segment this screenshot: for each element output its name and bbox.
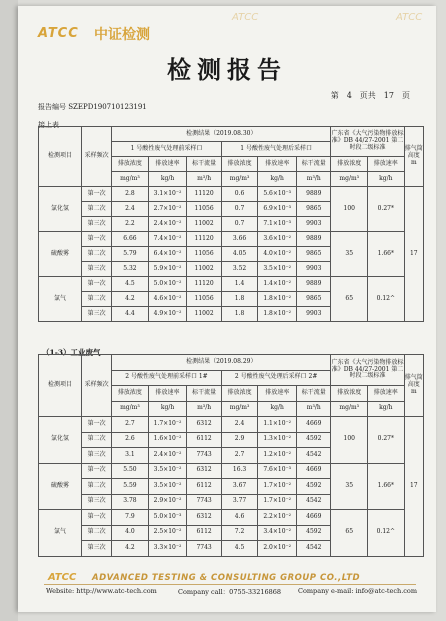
result-value: 4669 xyxy=(297,463,331,479)
header-outlet: 1 号酸性废气处理后采样口 xyxy=(221,142,331,157)
result-value: 9889 xyxy=(297,187,331,202)
header-unit: kg/h xyxy=(258,172,297,187)
test-results-table-2 xyxy=(38,354,424,557)
header-unit: m³/h xyxy=(187,172,221,187)
result-value: 11002 xyxy=(187,262,221,277)
header-stack-height: 排气筒高度 m xyxy=(404,127,423,187)
result-value: 6112 xyxy=(187,432,221,448)
report-number: 报告编号 SZEPD190710123191 xyxy=(38,103,147,111)
result-value: 3.3×10⁻² xyxy=(148,541,187,557)
result-value: 16.3 xyxy=(221,463,258,479)
stack-height-value: 17 xyxy=(404,187,423,322)
sampling-frequency: 第一次 xyxy=(82,187,112,202)
result-value: 5.0×10⁻² xyxy=(148,277,187,292)
result-value: 9865 xyxy=(297,292,331,307)
result-value: 2.4 xyxy=(112,202,149,217)
pollutant-name: 氯化氢 xyxy=(39,187,82,232)
test-results-table-1 xyxy=(38,126,424,322)
company-logo: ATCC xyxy=(38,26,79,41)
header-unit: kg/h xyxy=(368,172,405,187)
result-value: 4.05 xyxy=(221,247,258,262)
result-value: 1.2×10⁻² xyxy=(258,448,297,464)
result-value: 1.4 xyxy=(221,277,258,292)
result-value: 1.7×10⁻² xyxy=(258,494,297,510)
result-value: 4.5 xyxy=(221,541,258,557)
result-value: 4.9×10⁻² xyxy=(148,307,187,322)
result-value: 4542 xyxy=(297,541,331,557)
result-value: 4.0 xyxy=(112,525,149,541)
result-value: 4.2 xyxy=(112,292,149,307)
sampling-frequency: 第一次 xyxy=(82,417,112,433)
header-metric: 排放速率 xyxy=(258,157,297,172)
result-value: 5.9×10⁻² xyxy=(148,262,187,277)
result-value: 3.78 xyxy=(112,494,149,510)
result-value: 5.0×10⁻³ xyxy=(148,510,187,526)
result-value: 6312 xyxy=(187,463,221,479)
standard-concentration: 35 xyxy=(331,463,368,510)
pollutant-name: 氯气 xyxy=(39,510,82,557)
result-value: 1.8 xyxy=(221,307,258,322)
header-unit: mg/m³ xyxy=(221,172,258,187)
result-value: 4592 xyxy=(297,525,331,541)
standard-concentration: 100 xyxy=(331,417,368,464)
header-metric: 排放速率 xyxy=(368,386,405,402)
result-value: 2.7 xyxy=(112,417,149,433)
pollutant-name: 硫酸雾 xyxy=(39,232,82,277)
header-metric: 标干流量 xyxy=(297,157,331,172)
result-value: 11056 xyxy=(187,292,221,307)
result-value: 4542 xyxy=(297,448,331,464)
header-metric: 标干流量 xyxy=(187,386,221,402)
result-value: 1.6×10⁻² xyxy=(148,432,187,448)
result-value: 5.6×10⁻³ xyxy=(258,187,297,202)
header-metric: 排放浓度 xyxy=(221,157,258,172)
result-value: 4669 xyxy=(297,417,331,433)
header-metric: 排放浓度 xyxy=(331,386,368,402)
footer-email: Company e-mail: info@atc-tech.com xyxy=(298,587,417,595)
result-value: 2.9 xyxy=(221,432,258,448)
result-value: 4.6 xyxy=(221,510,258,526)
result-value: 5.59 xyxy=(112,479,149,495)
sampling-frequency: 第二次 xyxy=(82,432,112,448)
result-value: 3.5×10⁻² xyxy=(148,463,187,479)
result-value: 2.2 xyxy=(112,217,149,232)
result-value: 9903 xyxy=(297,217,331,232)
result-value: 3.6×10⁻² xyxy=(258,232,297,247)
result-value: 2.4×10⁻² xyxy=(148,217,187,232)
header-metric: 排放浓度 xyxy=(112,157,149,172)
sampling-frequency: 第三次 xyxy=(82,541,112,557)
stack-height-value: 17 xyxy=(404,417,423,557)
header-unit: kg/h xyxy=(258,401,297,417)
header-unit: mg/m³ xyxy=(112,401,149,417)
header-unit: m³/h xyxy=(297,401,331,417)
result-value: 7.9 xyxy=(112,510,149,526)
footer-logo: ATCC xyxy=(48,572,77,583)
result-value: 3.52 xyxy=(221,262,258,277)
result-value: 11056 xyxy=(187,202,221,217)
sampling-frequency: 第一次 xyxy=(82,463,112,479)
result-value: 2.7 xyxy=(221,448,258,464)
pollutant-name: 氯化氢 xyxy=(39,417,82,464)
header-metric: 排放速率 xyxy=(258,386,297,402)
result-value: 4.6×10⁻² xyxy=(148,292,187,307)
result-value: 7.1×10⁻³ xyxy=(258,217,297,232)
result-value: 3.1 xyxy=(112,448,149,464)
result-value: 4669 xyxy=(297,510,331,526)
result-value: 9903 xyxy=(297,262,331,277)
sampling-frequency: 第二次 xyxy=(82,247,112,262)
result-value: 2.8 xyxy=(112,187,149,202)
result-value: 9865 xyxy=(297,202,331,217)
page-number: 第 4 页共 17 页 xyxy=(330,91,410,100)
table-row xyxy=(39,232,424,247)
result-value: 11120 xyxy=(187,232,221,247)
header-unit: kg/h xyxy=(148,172,187,187)
sampling-frequency: 第二次 xyxy=(82,525,112,541)
header-item: 检测项目 xyxy=(39,127,82,187)
sampling-frequency: 第一次 xyxy=(82,232,112,247)
sampling-frequency: 第三次 xyxy=(82,494,112,510)
sampling-frequency: 第三次 xyxy=(82,262,112,277)
sampling-frequency: 第二次 xyxy=(82,202,112,217)
result-value: 6.9×10⁻³ xyxy=(258,202,297,217)
result-value: 1.8 xyxy=(221,292,258,307)
header-metric: 排放速率 xyxy=(148,157,187,172)
result-value: 5.32 xyxy=(112,262,149,277)
result-value: 2.7×10⁻² xyxy=(148,202,187,217)
result-value: 7.6×10⁻³ xyxy=(258,463,297,479)
company-name-cn: 中证检测 xyxy=(94,27,150,43)
table-row xyxy=(39,463,424,479)
result-value: 2.4 xyxy=(221,417,258,433)
result-value: 7743 xyxy=(187,448,221,464)
standard-rate: 1.66* xyxy=(368,232,405,277)
table-row xyxy=(39,510,424,526)
result-value: 2.0×10⁻² xyxy=(258,541,297,557)
result-value: 9865 xyxy=(297,247,331,262)
result-value: 7743 xyxy=(187,541,221,557)
header-unit: mg/m³ xyxy=(221,401,258,417)
result-value: 4592 xyxy=(297,479,331,495)
header-metric: 标干流量 xyxy=(297,386,331,402)
section-title: （1-3）工业废气 xyxy=(42,348,101,357)
result-value: 3.4×10⁻² xyxy=(258,525,297,541)
pollutant-name: 硫酸雾 xyxy=(39,463,82,510)
result-value: 9889 xyxy=(297,232,331,247)
standard-rate: 0.27* xyxy=(368,187,405,232)
header-inlet: 1 号酸性废气处理前采样口 xyxy=(112,142,222,157)
header-unit: m³/h xyxy=(187,401,221,417)
result-value: 4542 xyxy=(297,494,331,510)
result-value: 1.8×10⁻² xyxy=(258,292,297,307)
result-value: 1.7×10⁻² xyxy=(148,417,187,433)
sampling-frequency: 第二次 xyxy=(82,292,112,307)
header-results: 检测结果（2019.08.30） xyxy=(112,127,331,142)
header-stack-height: 排气筒高度 m xyxy=(404,355,423,417)
result-value: 3.1×10⁻² xyxy=(148,187,187,202)
standard-concentration: 100 xyxy=(331,187,368,232)
table-row xyxy=(39,277,424,292)
result-value: 6312 xyxy=(187,417,221,433)
header-metric: 排放速率 xyxy=(148,386,187,402)
company-name-en: ADVANCED TESTING & CONSULTING GROUP CO.,LTD xyxy=(92,573,361,583)
watermark: ATCC xyxy=(396,12,423,23)
result-value: 4592 xyxy=(297,432,331,448)
report-page xyxy=(18,6,436,612)
result-value: 1.1×10⁻² xyxy=(258,417,297,433)
result-value: 3.67 xyxy=(221,479,258,495)
sampling-frequency: 第三次 xyxy=(82,448,112,464)
result-value: 0.7 xyxy=(221,202,258,217)
table-header-row xyxy=(39,127,424,142)
footer-website: Website: http://www.atc-tech.com xyxy=(46,587,157,595)
result-value: 2.6 xyxy=(112,432,149,448)
header-item: 检测项目 xyxy=(39,355,82,417)
standard-rate: 1.66* xyxy=(368,463,405,510)
result-value: 2.9×10⁻² xyxy=(148,494,187,510)
header-metric: 标干流量 xyxy=(187,157,221,172)
pollutant-name: 氯气 xyxy=(39,277,82,322)
sampling-frequency: 第三次 xyxy=(82,307,112,322)
sampling-frequency: 第三次 xyxy=(82,217,112,232)
standard-rate: 0.27* xyxy=(368,417,405,464)
table-row xyxy=(39,187,424,202)
binder-spine xyxy=(0,0,18,621)
header-metric: 排放浓度 xyxy=(112,386,149,402)
result-value: 2.2×10⁻² xyxy=(258,510,297,526)
result-value: 3.5×10⁻² xyxy=(148,479,187,495)
header-unit: mg/m³ xyxy=(331,401,368,417)
header-unit: m³/h xyxy=(297,172,331,187)
header-results: 检测结果（2019.08.29） xyxy=(112,355,331,371)
result-value: 3.77 xyxy=(221,494,258,510)
table-header-row xyxy=(39,355,424,371)
result-value: 5.50 xyxy=(112,463,149,479)
header-metric: 排放速率 xyxy=(368,157,405,172)
continuation-label: 接上表 xyxy=(38,121,59,129)
header-standard: 广东省《大气污染物排放标准》DB 44/27-2001 第二时段二级标准 xyxy=(331,355,404,386)
header-standard: 广东省《大气污染物排放标准》DB 44/27-2001 第二时段二级标准 xyxy=(331,127,404,157)
standard-concentration: 35 xyxy=(331,232,368,277)
result-value: 4.0×10⁻² xyxy=(258,247,297,262)
header-frequency: 采样频次 xyxy=(82,127,112,187)
result-value: 11002 xyxy=(187,217,221,232)
header-metric: 排放浓度 xyxy=(331,157,368,172)
result-value: 0.6 xyxy=(221,187,258,202)
header-outlet: 2 号酸性废气处理后采样口 2# xyxy=(221,370,331,386)
result-value: 6112 xyxy=(187,479,221,495)
result-value: 2.4×10⁻² xyxy=(148,448,187,464)
footer-divider xyxy=(44,584,416,585)
result-value: 9889 xyxy=(297,277,331,292)
page-title: 检测报告 xyxy=(167,55,287,84)
result-value: 7743 xyxy=(187,494,221,510)
sampling-frequency: 第一次 xyxy=(82,277,112,292)
result-value: 7.4×10⁻² xyxy=(148,232,187,247)
result-value: 5.79 xyxy=(112,247,149,262)
result-value: 6.4×10⁻² xyxy=(148,247,187,262)
result-value: 3.66 xyxy=(221,232,258,247)
result-value: 6.66 xyxy=(112,232,149,247)
result-value: 11002 xyxy=(187,307,221,322)
result-value: 1.4×10⁻² xyxy=(258,277,297,292)
result-value: 6112 xyxy=(187,525,221,541)
result-value: 4.5 xyxy=(112,277,149,292)
result-value: 4.2 xyxy=(112,541,149,557)
watermark: ATCC xyxy=(232,12,259,23)
header-metric: 排放浓度 xyxy=(221,386,258,402)
standard-concentration: 65 xyxy=(331,277,368,322)
result-value: 11120 xyxy=(187,187,221,202)
table-row xyxy=(39,417,424,433)
sampling-frequency: 第二次 xyxy=(82,479,112,495)
result-value: 4.4 xyxy=(112,307,149,322)
result-value: 6312 xyxy=(187,510,221,526)
header-unit: mg/m³ xyxy=(112,172,149,187)
standard-rate: 0.12^ xyxy=(368,277,405,322)
result-value: 3.5×10⁻² xyxy=(258,262,297,277)
result-value: 0.7 xyxy=(221,217,258,232)
result-value: 2.5×10⁻² xyxy=(148,525,187,541)
standard-concentration: 65 xyxy=(331,510,368,557)
result-value: 1.3×10⁻² xyxy=(258,432,297,448)
footer-phone: Company call：0755-33216868 xyxy=(178,588,282,596)
header-inlet: 2 号酸性废气处理前采样口 1# xyxy=(112,370,222,386)
result-value: 7.2 xyxy=(221,525,258,541)
header-frequency: 采样频次 xyxy=(82,355,112,417)
standard-rate: 0.12^ xyxy=(368,510,405,557)
result-value: 11056 xyxy=(187,247,221,262)
header-unit: mg/m³ xyxy=(331,172,368,187)
result-value: 9903 xyxy=(297,307,331,322)
result-value: 1.7×10⁻² xyxy=(258,479,297,495)
result-value: 1.8×10⁻² xyxy=(258,307,297,322)
header-unit: kg/h xyxy=(368,401,405,417)
header-unit: kg/h xyxy=(148,401,187,417)
result-value: 11120 xyxy=(187,277,221,292)
sampling-frequency: 第一次 xyxy=(82,510,112,526)
